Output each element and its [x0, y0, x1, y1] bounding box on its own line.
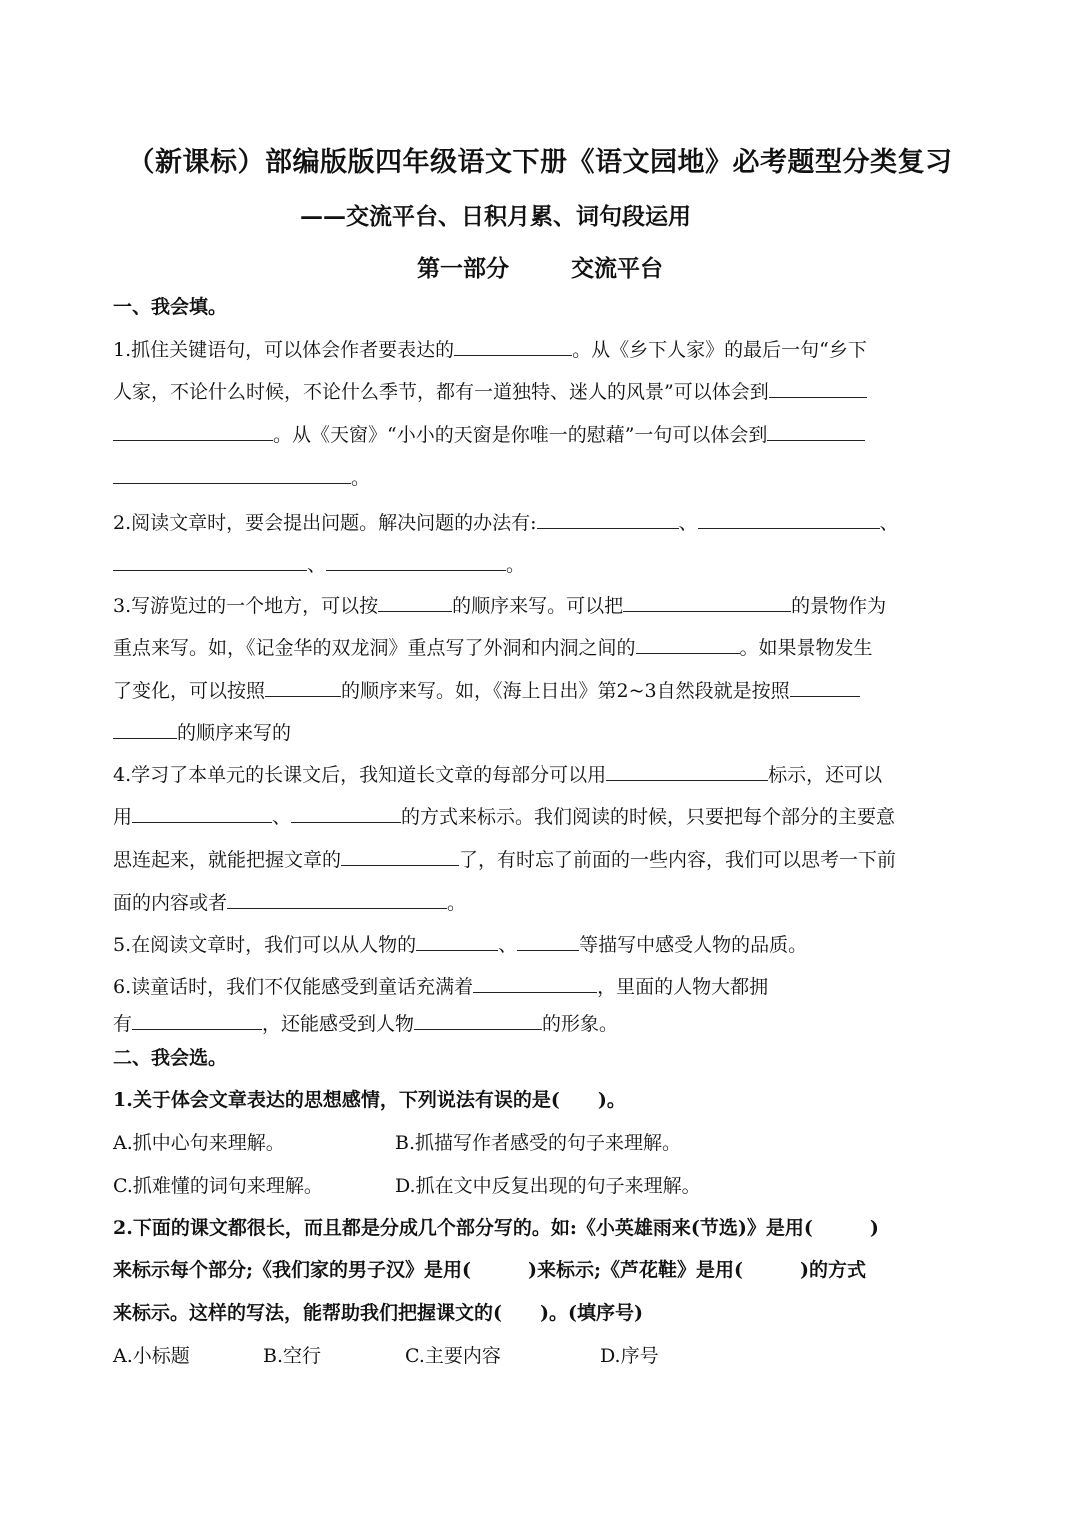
blank[interactable]: [473, 974, 597, 993]
q2-line2: 、 。: [113, 550, 525, 577]
blank[interactable]: [341, 847, 459, 866]
blank[interactable]: [537, 510, 679, 529]
blank[interactable]: [291, 804, 401, 823]
part-number: 第一部分: [417, 255, 509, 282]
section2-heading: 二、我会选。: [113, 1047, 228, 1069]
mc-q2-option-d[interactable]: D.序号: [600, 1345, 659, 1367]
mc-q1-option-b[interactable]: B.抓描写作者感受的句子来理解。: [395, 1132, 682, 1154]
mc-q1-option-d[interactable]: D.抓在文中反复出现的句子来理解。: [395, 1175, 701, 1197]
blank[interactable]: [636, 635, 740, 654]
blank[interactable]: [326, 552, 506, 571]
blank[interactable]: [378, 593, 452, 612]
part-heading: [0, 250, 1080, 283]
blank[interactable]: [698, 510, 880, 529]
mc-q2-line1: 2.下面的课文都很长，而且都是分成几个部分写的。如:《小英雄雨来(节选)》是用( ): [113, 1217, 879, 1239]
part-name: 交流平台: [571, 255, 663, 282]
mc-q2-option-b[interactable]: B.空行: [263, 1345, 322, 1367]
q6-line2: 有 ，还能感受到人物 的形象。: [113, 1013, 619, 1035]
mc-q2-line3: 来标示。这样的写法，能帮助我们把握课文的( )。(填序号): [113, 1302, 643, 1324]
blank[interactable]: [623, 593, 791, 612]
blank[interactable]: [227, 890, 447, 909]
q6-line1: 6.读童话时，我们不仅能感受到童话充满着 ，里面的人物大都拥: [113, 976, 769, 998]
blank[interactable]: [113, 552, 307, 571]
q4-line1: 4.学习了本单元的长课文后，我知道长文章的每部分可以用 标示，还可以: [113, 764, 883, 786]
blank[interactable]: [132, 1011, 262, 1030]
q1-line3: 。从《天窗》“小小的天窗是你唯一的慰藉”一句可以体会到: [113, 420, 865, 447]
blank[interactable]: [414, 1011, 542, 1030]
q3-line4: 的顺序来写的: [113, 718, 291, 745]
mc-q1-stem: 1.关于体会文章表达的思想感情，下列说法有误的是( )。: [113, 1089, 626, 1111]
mc-q2-line2: 来标示每个部分;《我们家的男子汉》是用( )来标示;《芦花鞋》是用( )的方式: [113, 1259, 866, 1281]
q1-line4: 。: [113, 463, 370, 490]
blank[interactable]: [769, 379, 867, 398]
section1-heading: 一、我会填。: [113, 296, 228, 318]
q2-line1: 2.阅读文章时，要会提出问题。解决问题的办法有: 、 、: [113, 512, 899, 534]
q4-line2: 用 、 的方式来标示。我们阅读的时候，只要把每个部分的主要意: [113, 806, 896, 828]
blank[interactable]: [113, 465, 351, 484]
q3-line3: 了变化，可以按照 的顺序来写。如，《海上日出》第2~3自然段就是按照: [113, 676, 860, 703]
blank[interactable]: [790, 678, 860, 697]
page-subtitle: ——交流平台、日积月累、词句段运用: [300, 203, 691, 230]
blank[interactable]: [767, 422, 865, 441]
blank[interactable]: [517, 932, 579, 951]
mc-q2-option-c[interactable]: C.主要内容: [405, 1345, 501, 1367]
q4-line4: 面的内容或者 。: [113, 892, 467, 914]
blank[interactable]: [454, 337, 572, 356]
q1-line2: 人家，不论什么时候，不论什么季节，都有一道独特、迷人的风景”可以体会到: [113, 377, 867, 404]
blank[interactable]: [606, 762, 768, 781]
blank[interactable]: [113, 422, 273, 441]
q4-line3: 思连起来，就能把握文章的 了，有时忘了前面的一些内容，我们可以思考一下前: [113, 849, 897, 871]
q1-line1: 1.抓住关键语句，可以体会作者要表达的 。从《乡下人家》的最后一句“乡下: [113, 339, 867, 361]
blank[interactable]: [113, 720, 177, 739]
mc-q2-option-a[interactable]: A.小标题: [113, 1345, 190, 1367]
q3-line1: 3.写游览过的一个地方，可以按 的顺序来写。可以把 的景物作为: [113, 595, 887, 617]
q5-line1: 5.在阅读文章时，我们可以从人物的 、 等描写中感受人物的品质。: [113, 934, 808, 956]
blank[interactable]: [132, 804, 272, 823]
blank[interactable]: [416, 932, 498, 951]
q3-line2: 重点来写。如，《记金华的双龙洞》重点写了外洞和内洞之间的 。如果景物发生: [113, 637, 873, 659]
page-title: （新课标）部编版版四年级语文下册《语文园地》必考题型分类复习: [127, 147, 953, 178]
mc-q1-option-c[interactable]: C.抓难懂的词句来理解。: [113, 1175, 323, 1197]
mc-q1-option-a[interactable]: A.抓中心句来理解。: [113, 1132, 285, 1154]
blank[interactable]: [265, 678, 341, 697]
